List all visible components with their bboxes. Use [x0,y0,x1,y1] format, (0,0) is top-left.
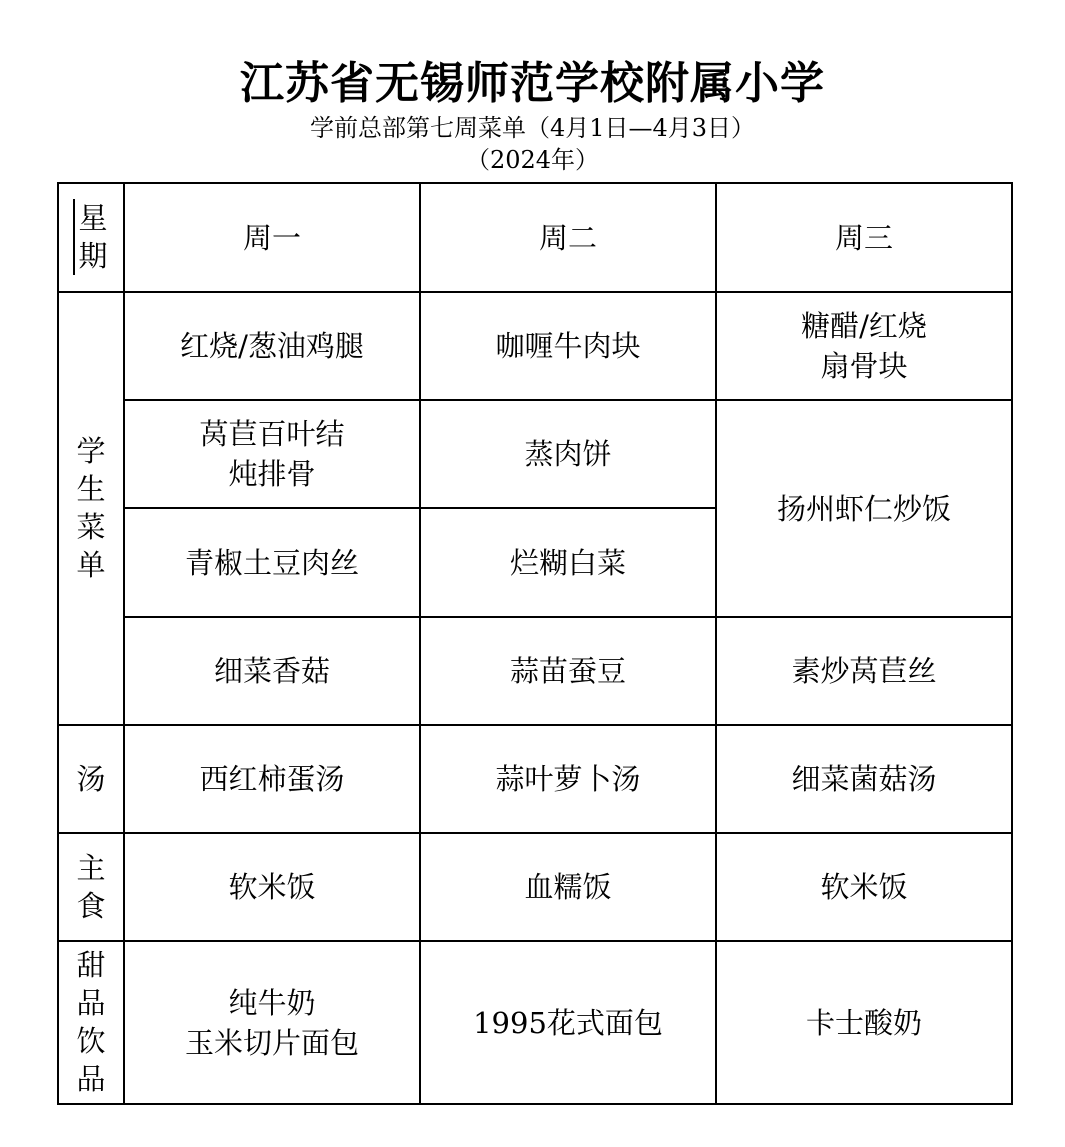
school-title: 江苏省无锡师范学校附属小学 [240,58,825,109]
dish-line: 扇骨块 [820,349,908,383]
dish-line: 糖醋/红烧 [801,309,927,343]
menu-cell [124,400,420,508]
soup-label-cell [58,725,124,833]
menu-year: （2024年） [465,146,600,174]
day-header-mon: 周一 [124,183,420,292]
dessert-label-cell [58,941,124,1104]
table-row [58,725,1012,833]
menu-cell: 细菜菌菇汤 [716,725,1012,833]
menu-cell: 青椒土豆肉丝 [124,508,420,617]
table-row [58,833,1012,941]
menu-cell: 细菜香菇 [124,617,420,725]
menu-cell: 扬州虾仁炒饭 [716,400,1012,617]
dessert-label: 甜品饮品 [76,948,106,1096]
menu-cell [124,941,420,1104]
staple-label: 主食 [76,850,106,923]
menu-cell [716,292,1012,400]
dish-line: 玉米切片面包 [184,1025,359,1060]
day-header-wed: 周三 [716,183,1012,292]
table-row [58,941,1012,1104]
table-row [58,400,1012,508]
dish-line: 莴苣百叶结 [199,417,345,451]
student-menu-label-cell [58,292,124,725]
menu-cell: 咖喱牛肉块 [420,292,716,400]
dish-line: 纯牛奶 [228,985,316,1020]
menu-cell: 软米饭 [124,833,420,941]
menu-cell: 卡士酸奶 [716,941,1012,1104]
weekday-label: 星期 [73,199,109,275]
dish-line: 炖排骨 [228,457,316,491]
staple-label-cell [58,833,124,941]
menu-table [57,182,1013,1105]
menu-cell: 素炒莴苣丝 [716,617,1012,725]
menu-cell: 蒜苗蚕豆 [420,617,716,725]
menu-subtitle: 学前总部第七周菜单（4月1日—4月3日） [309,114,756,142]
menu-cell: 1995花式面包 [420,941,716,1104]
menu-cell: 红烧/葱油鸡腿 [124,292,420,400]
menu-cell: 软米饭 [716,833,1012,941]
corner-cell [58,183,124,292]
table-header-row [58,183,1012,292]
table-row [58,292,1012,400]
soup-label: 汤 [76,762,106,796]
menu-cell: 烂糊白菜 [420,508,716,617]
table-row [58,617,1012,725]
student-menu-label: 学生菜单 [76,434,106,582]
menu-cell: 血糯饭 [420,833,716,941]
menu-cell: 蒜叶萝卜汤 [420,725,716,833]
day-header-tue: 周二 [420,183,716,292]
menu-cell: 西红柿蛋汤 [124,725,420,833]
menu-cell: 蒸肉饼 [420,400,716,508]
